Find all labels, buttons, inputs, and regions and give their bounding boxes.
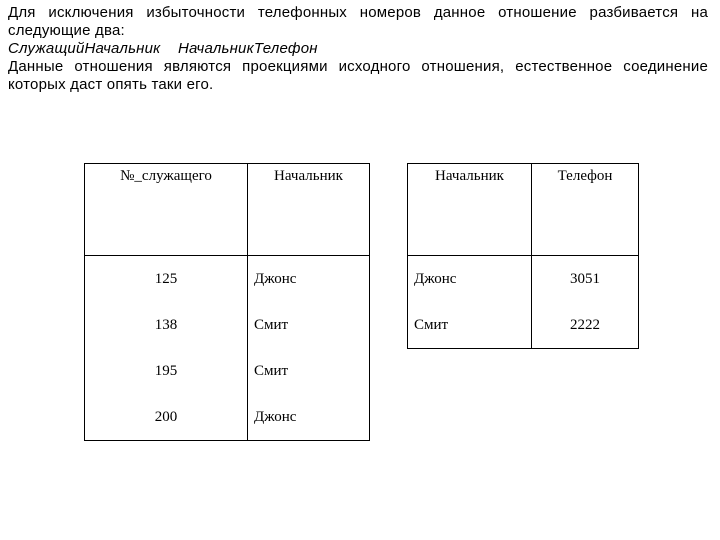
cell-employee-number: 125 — [85, 256, 248, 303]
cell-boss: Джонс — [248, 256, 370, 303]
table-row — [85, 348, 370, 394]
cell-boss: Смит — [408, 302, 532, 349]
cell-boss: Джонс — [408, 256, 532, 303]
table-row — [408, 256, 639, 303]
intro-paragraph-1: Для исключения избыточности телефонных номеров данное отношение разбивается на следующие два: — [8, 4, 708, 39]
employee-boss-table — [84, 163, 370, 441]
cell-boss: Смит — [248, 302, 370, 348]
relation-name-employee-boss: СлужащийНачальник — [8, 40, 161, 57]
table-header-row — [408, 164, 639, 256]
column-header-boss: Начальник — [248, 164, 370, 256]
cell-employee-number: 195 — [85, 348, 248, 394]
intro-paragraph-2: Данные отношения являются проекциями исходного отношения, естественное соединение которых даст опять таки его. — [8, 58, 708, 93]
relation-name-boss-phone: НачальникТелефон — [177, 40, 318, 57]
column-header-phone: Телефон — [532, 164, 639, 256]
table-row — [408, 302, 639, 349]
intro-text — [8, 4, 708, 94]
column-header-boss: Начальник — [408, 164, 532, 256]
table-header-row — [85, 164, 370, 256]
cell-phone: 3051 — [532, 256, 639, 303]
column-header-employee-number: №_служащего — [85, 164, 248, 256]
cell-boss: Смит — [248, 348, 370, 394]
cell-employee-number: 138 — [85, 302, 248, 348]
cell-boss: Джонс — [248, 394, 370, 441]
boss-phone-table — [407, 163, 639, 349]
table-row — [85, 302, 370, 348]
table-row — [85, 394, 370, 441]
relation-names — [8, 40, 708, 58]
cell-employee-number: 200 — [85, 394, 248, 441]
cell-phone: 2222 — [532, 302, 639, 349]
table-row — [85, 256, 370, 303]
